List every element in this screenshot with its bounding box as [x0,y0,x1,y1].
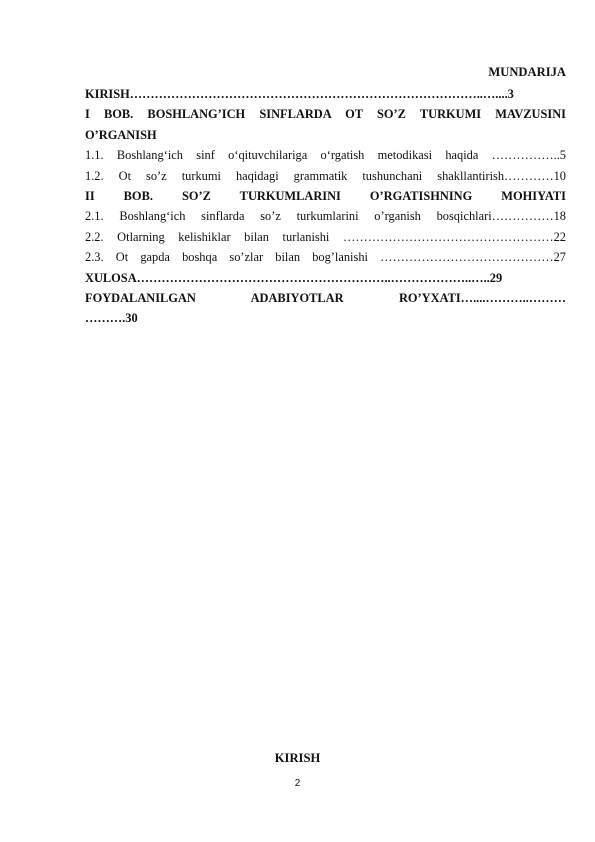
toc-entry-references-cont: ……….30 [85,311,138,326]
toc-chapter-2-title: II BOB. SO’Z TURKUMLARINI O’RGATISHNING MOHIYATI [85,188,566,203]
section-title: KIRISH [274,751,321,765]
toc-entry-kirish: KIRISH…………………………………………………………………………..…....3 [85,87,514,101]
toc-chapter-1-title: I BOB. BOSHLANG’ICH SINFLARDA OT SO’Z TURKUMI MAVZUSINI [85,107,566,122]
table-of-contents [85,60,566,329]
toc-entry-references: FOYDALANILGAN ADABIYOTLAR RO’YXATI…....………..……… [85,290,566,305]
toc-entry-1-1: 1.1. Boshlang‘ich sinf o‘qituvchilariga o‘rgatish metodikasi haqida ……………..5 [85,148,566,163]
toc-entry-2-2: 2.2. Otlarning kelishiklar bilan turlanishi ……………………………………………22 [85,229,566,244]
toc-title: MUNDARIJA [488,65,566,79]
page-number: 2 [294,778,301,789]
toc-entry-xulosa: XULOSA……………………………………………………..………………..…..29 [85,270,503,285]
toc-chapter-1-title-cont: O’RGANISH [85,127,157,142]
toc-entry-2-1: 2.1. Boshlang‘ich sinflarda so’z turkumlarini o’rganish bosqichlari……………18 [85,209,566,224]
toc-entry-1-2: 1.2. Ot so’z turkumi haqidagi grammatik tushunchani shakllantirish…………10 [85,168,566,183]
toc-entry-2-3: 2.3. Ot gapda boshqa so’zlar bilan bog’lanishi ……………………………………27 [85,250,566,265]
